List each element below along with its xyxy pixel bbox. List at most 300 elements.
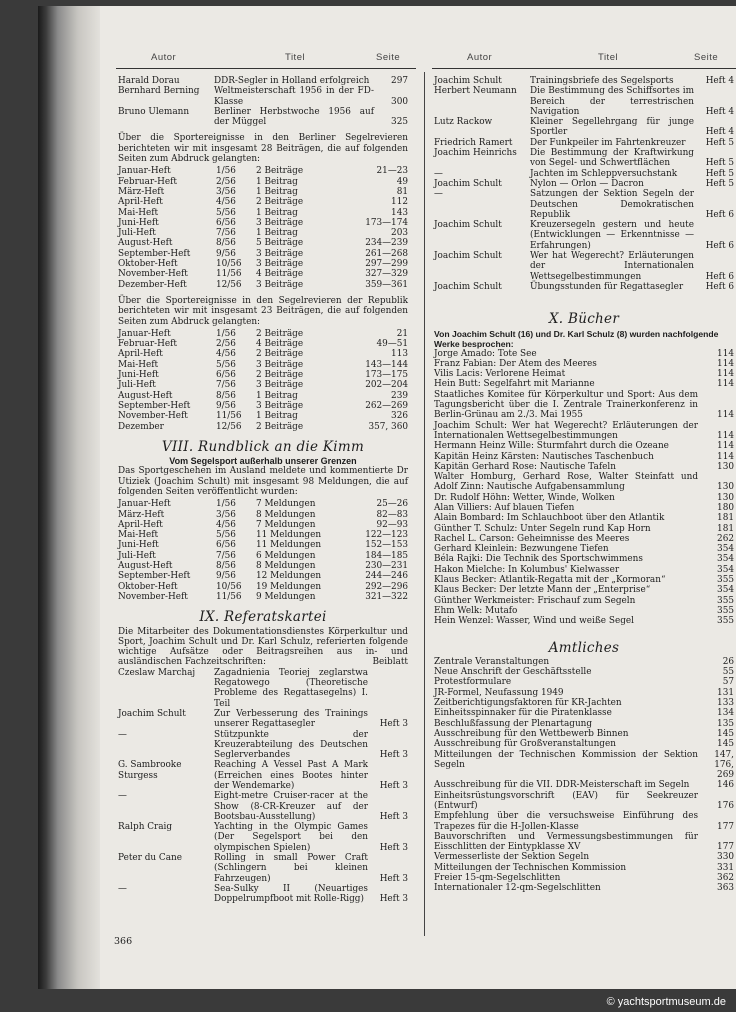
right-entry-autor: Friedrich Ramert <box>434 137 513 148</box>
book-text: Gerhard Kleinlein: Bezwungene Tiefen <box>434 544 609 555</box>
book-page: 130 <box>717 482 734 493</box>
book-item <box>434 369 734 379</box>
stat-row <box>118 349 408 359</box>
stat-monat: Oktober-Heft <box>118 259 178 270</box>
stat-monat: April-Heft <box>118 197 163 208</box>
right-entry-autor: Joachim Schult <box>434 178 502 189</box>
stat-monat: Januar-Heft <box>118 328 171 339</box>
stat-heft: 1/56 <box>216 328 236 339</box>
stat-monat: November-Heft <box>118 591 188 602</box>
stat-row <box>118 208 408 218</box>
amtliches-page: 134 <box>717 708 734 719</box>
section9-table <box>118 668 408 905</box>
book-text: Kapitän Gerhard Rose: Nautische Tafeln <box>434 461 616 472</box>
amtliches-page: 177 <box>717 821 734 832</box>
right-entry-autor: Joachim Schult <box>434 76 502 86</box>
amtliches-text: Mitteilungen der Technischen Kommission der Sektion Segeln <box>434 749 698 770</box>
header-titel-right: Titel <box>598 52 619 63</box>
amtliches-item <box>434 811 734 832</box>
entry-row <box>118 86 408 107</box>
amtliches-page: 362 <box>717 873 734 884</box>
book-text: Kapitän Heinz Kärsten: Nautisches Taschenbuch <box>434 451 654 462</box>
stat-row <box>118 166 408 176</box>
amtliches-text: Neue Anschrift der Geschäftsstelle <box>434 667 592 678</box>
stat-row <box>118 411 408 421</box>
section9-intro <box>118 627 408 668</box>
stat-heft: 6/56 <box>216 370 236 381</box>
stats1-intro: Über die Sportereignisse in den Berliner Segelrevieren berichteten wir mit insgesamt 28 Beiträgen, die auf folgenden Seiten zum Abdruck gelangten: <box>118 133 408 165</box>
book-item <box>434 585 734 595</box>
right-entry-titel: Trainingsbriefe des Segelsports <box>530 76 674 86</box>
right-entry-row <box>434 282 734 292</box>
right-entry-row <box>434 148 734 169</box>
entry-row <box>118 107 408 128</box>
stat-row <box>118 391 408 401</box>
ref-titel: Stützpunkte der Kreuzerabteilung des Deutschen Seglerverbandes <box>214 729 368 761</box>
stat-seiten: 292—296 <box>365 581 408 592</box>
stat-count: 4 Beiträge <box>256 269 304 280</box>
stat-count: 19 Meldungen <box>256 581 322 592</box>
section8-intro: Das Sportgeschehen im Ausland meldete und kommentierte Dr Utiziek (Joachim Schult) mit insgesamt 98 Meldungen, die auf folgenden Seiten veröffentlicht wurden: <box>118 466 408 497</box>
amtliches-item <box>434 698 734 708</box>
amtliches-text: Mitteilungen der Technischen Kommission <box>434 862 627 873</box>
stat-heft: 8/56 <box>216 390 236 401</box>
stat-count: 1 Beitrag <box>256 186 298 197</box>
stat-monat: Januar-Heft <box>118 166 171 177</box>
stat-count: 2 Beiträge <box>256 166 304 177</box>
stat-seiten: 297—299 <box>365 259 408 270</box>
book-text: Dr. Rudolf Höhn: Wetter, Winde, Wolken <box>434 492 615 503</box>
amtliches-item <box>434 883 734 893</box>
amtliches-page: 26 <box>722 656 734 667</box>
entry-seite: 325 <box>391 117 408 128</box>
book-page: 354 <box>717 544 734 555</box>
stat-row <box>118 339 408 349</box>
header-autor-right: Autor <box>467 52 493 63</box>
amtliches-title: Amtliches <box>548 639 620 656</box>
stat-row <box>118 329 408 339</box>
book-page: 355 <box>717 595 734 606</box>
ref-row <box>118 853 408 884</box>
stat-monat: Juli-Heft <box>118 380 156 391</box>
amtliches-text: JR-Formel, Neufassung 1949 <box>434 687 564 698</box>
book-page: 114 <box>717 410 734 421</box>
book-item <box>434 379 734 389</box>
stat-row <box>118 540 408 550</box>
amtliches-text: Zeitberichtigungsfaktoren für KR-Jachten <box>434 698 622 709</box>
stat-heft: 5/56 <box>216 359 236 370</box>
amtliches-item <box>434 791 734 812</box>
header-rule-right <box>432 68 736 69</box>
book-page: 114 <box>717 348 734 359</box>
entry-row <box>118 76 408 86</box>
amtliches-text: Ausschreibung für die VII. DDR-Meisterschaft im Segeln <box>434 780 690 791</box>
section9-intro-tail: Beiblatt <box>372 657 408 668</box>
right-top-entries <box>434 76 734 292</box>
amtliches-item <box>434 780 734 790</box>
ref-row <box>118 760 408 791</box>
amtliches-page: 177 <box>717 842 734 853</box>
section9-title: IX. Referatskartei <box>199 609 327 626</box>
ref-row <box>118 822 408 853</box>
books-list <box>434 349 734 627</box>
book-item <box>434 544 734 554</box>
right-entry-autor: Lutz Rackow <box>434 117 493 128</box>
stat-monat: Februar-Heft <box>118 176 177 187</box>
book-page: 114 <box>717 369 734 380</box>
right-entry-heft: Heft 4 <box>705 76 734 86</box>
ref-autor: Czeslaw Marchaj <box>118 667 196 678</box>
stat-count: 1 Beitrag <box>256 176 298 187</box>
book-text: Hein Butt: Segelfahrt mit Marianne <box>434 379 595 390</box>
right-entry-titel: Nylon — Orlon — Dacron <box>530 178 644 189</box>
stat-monat: März-Heft <box>118 509 165 520</box>
stat-count: 3 Beiträge <box>256 380 304 391</box>
ref-row <box>118 884 408 905</box>
amtliches-page: 55 <box>722 667 734 678</box>
stat-count: 1 Beitrag <box>256 207 298 218</box>
amtliches-page: 133 <box>717 698 734 709</box>
right-entry-titel: Übungsstunden für Regattasegler <box>530 281 684 292</box>
stat-row <box>118 422 408 432</box>
right-entry-row <box>434 138 734 148</box>
stat-count: 3 Beiträge <box>256 248 304 259</box>
book-item <box>434 596 734 606</box>
amtliches-item <box>434 832 734 853</box>
stat-heft: 12/56 <box>216 421 242 432</box>
stat-monat: Mai-Heft <box>118 207 159 218</box>
book-page: 354 <box>717 554 734 565</box>
stat-seiten: 21—23 <box>376 166 408 177</box>
book-page: 354 <box>717 585 734 596</box>
stat-count: 3 Beiträge <box>256 359 304 370</box>
right-entry-autor: Joachim Heinrichs <box>434 148 517 159</box>
stat-heft: 2/56 <box>216 339 236 350</box>
stat-seiten: 25—26 <box>376 499 408 510</box>
stat-monat: Januar-Heft <box>118 499 171 510</box>
ref-heft: Heft 3 <box>379 811 408 822</box>
stat-count: 2 Beiträge <box>256 370 304 381</box>
book-text: Walter Homburg, Gerhard Rose, Walter Steinfatt und Adolf Zinn: Nautische Aufgabensammlung <box>434 472 698 493</box>
stat-seiten: 203 <box>391 228 408 239</box>
ref-autor: Peter du Cane <box>118 853 182 864</box>
stat-seiten: 152—153 <box>365 540 408 551</box>
right-entry-titel: Jachten im Schleppversuchstank <box>530 168 678 179</box>
stat-heft: 10/56 <box>216 259 242 270</box>
stat-heft: 3/56 <box>216 186 236 197</box>
stat-monat: Oktober-Heft <box>118 581 178 592</box>
ref-heft: Heft 3 <box>379 873 408 884</box>
stat-row <box>118 370 408 380</box>
stat-count: 5 Beiträge <box>256 238 304 249</box>
stat-count: 2 Beiträge <box>256 349 304 360</box>
stat-heft: 5/56 <box>216 207 236 218</box>
stat-seiten: 113 <box>391 349 408 360</box>
stat-count: 8 Meldungen <box>256 509 316 520</box>
book-item <box>434 452 734 462</box>
stat-monat: Dezember-Heft <box>118 279 187 290</box>
amtliches-item <box>434 719 734 729</box>
ref-titel: Reaching A Vessel Past A Mark (Erreichen eines Bootes hinter der Wendemarke) <box>214 760 368 791</box>
right-entry-heft: Heft 6 <box>705 240 734 251</box>
amtliches-page: 331 <box>717 862 734 873</box>
amtliches-item <box>434 677 734 687</box>
stat-count: 7 Meldungen <box>256 519 316 530</box>
stat-count: 11 Meldungen <box>256 540 322 551</box>
stat-seiten: 202—204 <box>365 380 408 391</box>
amtliches-text: Freier 15-qm-Segelschlitten <box>434 873 561 884</box>
entry-autor: Bruno Ulemann <box>118 106 190 117</box>
book-item <box>434 513 734 523</box>
stat-monat: Mai-Heft <box>118 530 159 541</box>
amtliches-page: 145 <box>717 728 734 739</box>
ref-heft: Heft 3 <box>379 781 408 791</box>
stat-monat: April-Heft <box>118 519 163 530</box>
stat-monat: Juli-Heft <box>118 228 156 239</box>
page-number: 366 <box>114 936 133 947</box>
header-titel-left: Titel <box>285 52 306 63</box>
amtliches-text: Empfehlung über die versuchsweise Einführung des Trapezes für die H-Jollen-Klasse <box>434 811 698 832</box>
stat-heft: 4/56 <box>216 349 236 360</box>
book-text: Vilis Lacis: Verlorene Heimat <box>434 369 566 380</box>
stat-count: 7 Meldungen <box>256 499 316 510</box>
book-item <box>434 441 734 451</box>
amtliches-item <box>434 873 734 883</box>
left-top-entries <box>118 76 408 127</box>
stat-seiten: 82—83 <box>376 509 408 520</box>
ref-heft: Heft 3 <box>379 750 408 761</box>
stat-heft: 5/56 <box>216 530 236 541</box>
stat-row <box>118 551 408 561</box>
stat-heft: 4/56 <box>216 197 236 208</box>
stats1-table <box>118 166 408 290</box>
stat-count: 8 Meldungen <box>256 561 316 572</box>
header-rule-left <box>116 68 416 69</box>
stat-monat: November-Heft <box>118 411 188 422</box>
right-entry-row <box>434 117 734 138</box>
stat-seiten: 244—246 <box>365 571 408 582</box>
amtliches-item <box>434 739 734 749</box>
stat-row <box>118 530 408 540</box>
stat-seiten: 230—231 <box>365 561 408 572</box>
amtliches-text: Zentrale Veranstaltungen <box>434 656 550 667</box>
ref-titel: Zur Verbesserung des Trainings unserer Regattasegler <box>214 708 368 730</box>
stat-row <box>118 401 408 411</box>
stat-count: 9 Meldungen <box>256 591 316 602</box>
amtliches-page: 330 <box>717 852 734 863</box>
amtliches-text: Protestformulare <box>434 677 512 688</box>
stat-heft: 6/56 <box>216 540 236 551</box>
right-entry-titel: Satzungen der Sektion Segeln der Deutschen Demokratischen Republik <box>530 189 694 220</box>
book-item <box>434 421 734 442</box>
book-page: 130 <box>717 492 734 503</box>
stat-heft: 3/56 <box>216 509 236 520</box>
book-item <box>434 575 734 585</box>
stat-seiten: 21 <box>396 328 408 339</box>
right-entry-titel: Der Funkpeiler im Fahrtenkreuzer <box>530 137 686 148</box>
book-page <box>38 6 736 989</box>
book-item <box>434 606 734 616</box>
ref-titel: Eight-metre Cruiser-racer at the Show (8-CR-Kreuzer auf der Bootsbau-Ausstellung) <box>214 791 368 822</box>
stat-row <box>118 571 408 581</box>
book-page: 355 <box>717 605 734 616</box>
stat-row <box>118 238 408 248</box>
section8-table <box>118 499 408 602</box>
stat-heft: 9/56 <box>216 400 236 411</box>
ref-autor: Joachim Schult <box>118 708 186 719</box>
book-text: Hein Wenzel: Wasser, Wind und weiße Segel <box>434 616 634 627</box>
book-item <box>434 349 734 359</box>
amtliches-list <box>434 657 734 894</box>
stat-seiten: 49—51 <box>376 339 408 350</box>
stat-count: 6 Meldungen <box>256 550 316 561</box>
book-text: Hakon Mielche: In Kolumbus' Kielwasser <box>434 564 620 575</box>
right-entry-row <box>434 76 734 86</box>
book-item <box>434 390 734 421</box>
stat-heft: 10/56 <box>216 581 242 592</box>
amtliches-item <box>434 708 734 718</box>
right-entry-row <box>434 86 734 117</box>
amtliches-item <box>434 750 734 781</box>
stat-row <box>118 380 408 390</box>
stat-monat: August-Heft <box>118 390 173 401</box>
entry-autor: Harald Dorau <box>118 76 180 86</box>
amtliches-text: Vermesserliste der Sektion Segeln <box>434 852 590 863</box>
book-item <box>434 524 734 534</box>
stat-row <box>118 360 408 370</box>
stat-monat: Juli-Heft <box>118 550 156 561</box>
right-entry-autor: Joachim Schult <box>434 281 502 292</box>
stat-row <box>118 259 408 269</box>
stat-heft: 7/56 <box>216 228 236 239</box>
book-text: Jorge Amado: Tote See <box>434 348 537 359</box>
right-entry-heft: Heft 5 <box>705 168 734 179</box>
book-page: 355 <box>717 575 734 586</box>
amtliches-page: 135 <box>717 718 734 729</box>
book-text: Ehm Welk: Mutafo <box>434 605 518 616</box>
section8-subtitle: Vom Segelsport außerhalb unserer Grenzen <box>169 456 357 467</box>
stat-monat: September-Heft <box>118 571 191 582</box>
stat-seiten: 321—322 <box>365 591 408 602</box>
header-seite-right: Seite <box>694 52 719 63</box>
stat-heft: 7/56 <box>216 380 236 391</box>
book-item <box>434 534 734 544</box>
left-column <box>118 76 408 905</box>
stat-monat: August-Heft <box>118 238 173 249</box>
stat-row <box>118 520 408 530</box>
amtliches-page: 147, 176, 269 <box>714 749 734 781</box>
stat-heft: 8/56 <box>216 238 236 249</box>
stat-seiten: 122—123 <box>365 530 408 541</box>
stat-seiten: 261—268 <box>365 248 408 259</box>
amtliches-item <box>434 729 734 739</box>
stat-seiten: 359—361 <box>365 279 408 290</box>
book-page: 355 <box>717 616 734 627</box>
book-item <box>434 462 734 472</box>
amtliches-page: 131 <box>717 687 734 698</box>
stat-row <box>118 280 408 290</box>
stat-heft: 6/56 <box>216 217 236 228</box>
book-text: Günther Werkmeister: Frischauf zum Segeln <box>434 595 636 606</box>
amtliches-page: 145 <box>717 739 734 750</box>
right-entry-row <box>434 179 734 189</box>
stat-count: 3 Beiträge <box>256 400 304 411</box>
stat-seiten: 81 <box>396 186 408 197</box>
book-page: 354 <box>717 564 734 575</box>
amtliches-page: 146 <box>717 780 734 791</box>
book-page: 114 <box>717 441 734 452</box>
amtliches-text: Ausschreibung für Großveranstaltungen <box>434 739 616 750</box>
amtliches-text: Internationaler 12-qm-Segelschlitten <box>434 883 601 894</box>
ref-autor: — <box>118 883 127 894</box>
ref-titel: Sea-Sulky II (Neuartiges Doppelrumpfboot mit Rolle-Rigg) <box>214 883 368 905</box>
stat-count: 2 Beiträge <box>256 197 304 208</box>
stat-count: 1 Beitrag <box>256 411 298 422</box>
book-page: 114 <box>717 358 734 369</box>
ref-autor: — <box>118 791 127 802</box>
ref-titel: Rolling in small Power Craft (Schlingern bei kleinen Fahrzeugen) <box>214 853 368 884</box>
stat-count: 2 Beiträge <box>256 421 304 432</box>
right-entry-autor: — <box>434 168 443 179</box>
header-seite-left: Seite <box>376 52 401 63</box>
entry-titel: DDR-Segler in Holland erfolgreich <box>214 76 370 86</box>
stat-count: 1 Beitrag <box>256 228 298 239</box>
stat-seiten: 92—93 <box>376 519 408 530</box>
book-page: 181 <box>717 523 734 534</box>
stat-row <box>118 249 408 259</box>
stat-heft: 8/56 <box>216 561 236 572</box>
right-entry-titel: Die Bestimmung des Schiffsortes im Bereich der terrestrischen Navigation <box>530 86 694 117</box>
right-entry-titel: Kleiner Segellehrgang für junge Sportler <box>530 117 694 138</box>
right-entry-heft: Heft 6 <box>705 209 734 220</box>
ref-row <box>118 668 408 709</box>
amtliches-text: Bauvorschriften und Vermessungsbestimmungen für Eisschlitten der Eintypklasse XV <box>434 831 698 853</box>
stat-monat: Juni-Heft <box>118 370 159 381</box>
book-text: Staatliches Komitee für Körperkultur und Sport: Aus dem Tagungsbericht über die I. Zentrale Trainerkonferenz in Berlin-Grünau am 2./3. Mai 1955 <box>434 389 698 421</box>
book-text: Joachim Schult: Wer hat Wegerecht? Erläuterungen der Internationalen Wettsegelbestimmungen <box>434 420 698 441</box>
stat-seiten: 326 <box>391 411 408 422</box>
book-text: Alan Villiers: Auf blauen Tiefen <box>434 502 575 513</box>
ref-titel: Zagadnienia Teoriej zeglarstwa Regatowego (Theoretische Probleme des Regattasegelns) I. Teil <box>214 667 368 709</box>
stat-seiten: 239 <box>391 390 408 401</box>
stat-monat: April-Heft <box>118 349 163 360</box>
stat-seiten: 173—175 <box>365 370 408 381</box>
stat-heft: 1/56 <box>216 499 236 510</box>
amtliches-page: 363 <box>717 883 734 894</box>
stat-seiten: 143 <box>391 207 408 218</box>
stat-monat: Juni-Heft <box>118 217 159 228</box>
stat-count: 2 Beiträge <box>256 328 304 339</box>
stat-seiten: 143—144 <box>365 359 408 370</box>
book-item <box>434 616 734 626</box>
entry-autor: Bernhard Berning <box>118 86 200 97</box>
stats2-intro: Über die Sportereignisse in den Segelrevieren der Republik berichteten wir mit insgesamt 23 Beiträgen, die auf folgenden Seiten zum Abdruck gelangten: <box>118 295 408 327</box>
book-text: Alain Bombard: Im Schlauchboot über den Atlantik <box>434 513 665 524</box>
stat-seiten: 49 <box>396 176 408 187</box>
amtliches-page: 176 <box>717 801 734 811</box>
amtliches-text: Einheitsspinnaker für die Piratenklasse <box>434 708 612 719</box>
ref-autor: Ralph Craig <box>118 822 173 833</box>
stat-monat: Februar-Heft <box>118 339 177 350</box>
book-page: 180 <box>717 502 734 513</box>
ref-row <box>118 730 408 761</box>
right-entry-titel: Die Bestimmung der Kraftwirkung von Segel- und Schwertflächen <box>530 148 694 169</box>
book-page: 114 <box>717 379 734 390</box>
right-entry-heft: Heft 6 <box>705 271 734 282</box>
ref-heft: Heft 3 <box>379 894 408 905</box>
amtliches-item <box>434 852 734 862</box>
book-text: Béla Rajki: Die Technik des Sportschwimmens <box>434 554 643 565</box>
